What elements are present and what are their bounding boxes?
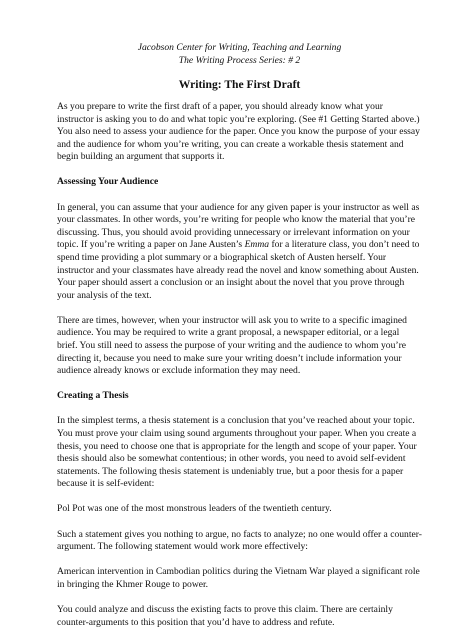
thesis-example-1: Pol Pot was one of the most monstrous leaders of the twentieth century. [57, 503, 332, 515]
thesis-paragraph-1: In the simplest terms, a thesis statement is a conclusion that you’ve reached about your topic. You must prove your claim using sound arguments throughout your paper. When you create a thesis, you need to choose one that is appropriate for the length and scope of your paper. Your thesis should also be somewhat contentious; in other words, you need to avoid self-evident statements. The following thesis statement is undeniably true, but a poor thesis for a paper because it is self-evident: [57, 415, 417, 490]
audience-paragraph-2: There are times, however, when your instructor will ask you to write to a specific imagined audience. You may be required to write a grant proposal, a newspaper editorial, or a legal brief. You still need to assess the purpose of your writing and the audience to whom you’re directing it, because you need to make sure your writing doesn’t include information your audience already knows or exclude information they may need. [57, 314, 407, 377]
audience-paragraph-1-text-a: In general, you can assume that your audience for any given paper is your instructor as well as your classmates. In other words, you’re writing for people who know the material that you’re discussing. Thus, you should avoid providing unnecessary or irrelevant information on your topic. If you’re writing a paper on Jane Austen’s [57, 201, 420, 251]
book-title-emma: Emma [244, 239, 270, 251]
thesis-example-2: American intervention in Cambodian politics during the Vietnam War played a significant role in bringing the Khmer Rouge to power. [57, 566, 420, 590]
audience-paragraph-1 [57, 202, 422, 303]
section-heading-audience: Assessing Your Audience [57, 176, 159, 188]
header-line-series: The Writing Process Series: # 2 [178, 54, 301, 66]
document-page [57, 42, 422, 642]
document-header [57, 42, 422, 67]
audience-paragraph-1-text-b: for a literature class, you don’t need to spend time providing a plot summary or a biographical sketch of Austen herself. Your instructor and your classmates have already read the novel and know something about Austen. Your paper should assert a conclusion or an insight about the novel that you prove through your analysis of the text. [57, 239, 420, 301]
thesis-paragraph-3: You could analyze and discuss the existing facts to prove this claim. There are certainly counter-arguments to this position that you’d have to address and refute. [57, 603, 393, 628]
section-heading-thesis: Creating a Thesis [57, 390, 129, 402]
thesis-paragraph-2: Such a statement gives you nothing to argue, no facts to analyze; no one would offer a counter-argument. The following statement would work more effectively: [57, 528, 422, 553]
intro-paragraph: As you prepare to write the first draft of a paper, you should already know what your instructor is asking you to do and what topic you’re exploring. (See #1 Getting Started above.) You also need to assess your audience for the paper. Once you know the purpose of your essay and the audience for whom you’re writing, you can create a workable thesis statement and begin building an argument that supports it. [57, 101, 420, 163]
header-line-institution: Jacobson Center for Writing, Teaching and Learning [137, 42, 342, 53]
document-title: Writing: The First Draft [178, 78, 301, 91]
